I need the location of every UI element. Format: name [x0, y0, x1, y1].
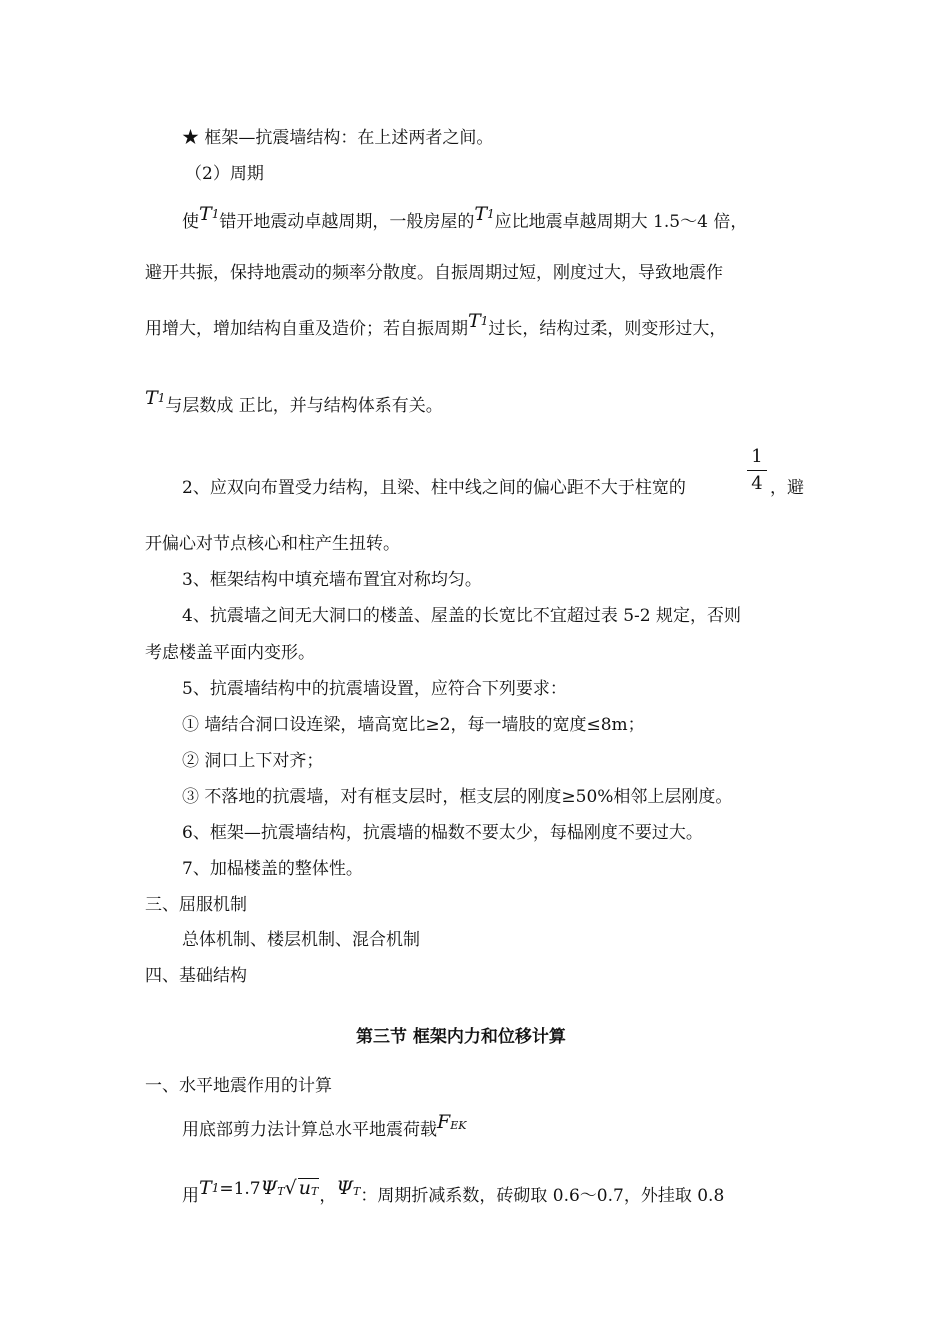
symbol-t1: T1 [199, 203, 220, 225]
line-item-5-2: ② 洞口上下对齐； [182, 751, 324, 771]
line-item-4-cont: 考虑楼盖平面内变形。 [145, 643, 315, 663]
symbol-psi-t: ΨT [260, 1177, 285, 1199]
line-period-formula: 用T1=1.7ΨT√ uT，ΨT：周期折减系数，砖砌取 0.6～0.7，外挂取 0.8 [182, 1177, 725, 1206]
section-heading: 第三节 框架内力和位移计算 [356, 1027, 566, 1047]
line-item-6: 6、框架—抗震墙结构，抗震墙的榀数不要太少，每榀刚度不要过大。 [182, 823, 703, 843]
symbol-t1: T1 [474, 203, 495, 225]
symbol-t1: T1 [199, 1177, 220, 1199]
line-item-5: 5、抗震墙结构中的抗震墙设置，应符合下列要求： [182, 679, 567, 699]
subsection-horizontal-seismic: 一、水平地震作用的计算 [145, 1076, 332, 1096]
line-item-2-tail: ，避 [770, 478, 804, 498]
section-yield-mechanism: 三、屈服机制 [145, 895, 247, 915]
line-item-2-cont: 开偏心对节点核心和柱产生扭转。 [145, 534, 400, 554]
line-item-4: 4、抗震墙之间无大洞口的楼盖、屋盖的长宽比不宜超过表 5-2 规定，否则 [182, 606, 741, 626]
line-mechanisms: 总体机制、楼层机制、混合机制 [182, 930, 420, 950]
section-foundation: 四、基础结构 [145, 966, 247, 986]
symbol-t1: T1 [468, 310, 489, 332]
symbol-sqrt-ut: √ uT [284, 1177, 319, 1199]
line-item-2: 2、应双向布置受力结构，且梁、柱中线之间的偏心距不大于柱宽的 [182, 478, 686, 498]
fraction-one-quarter: 1 4 [747, 447, 767, 494]
line-item-5-1: ① 墙结合洞口设连梁，墙高宽比≥2，每一墙肢的宽度≤8m； [182, 715, 645, 735]
line-frame-shear-wall: ★ 框架—抗震墙结构：在上述两者之间。 [182, 128, 494, 148]
symbol-psi-t: ΨT [336, 1177, 361, 1199]
line-period-1: 使T1错开地震动卓越周期，一般房屋的T1应比地震卓越周期大 1.5～4 倍， [182, 203, 748, 232]
line-period-3: 用增大，增加结构自重及造价；若自振周期T1过长，结构过柔，则变形过大， [145, 310, 727, 339]
symbol-t1: T1 [145, 387, 166, 409]
line-period-2: 避开共振，保持地震动的频率分散度。自振周期过短，刚度过大，导致地震作 [145, 263, 723, 283]
line-base-shear: 用底部剪力法计算总水平地震荷载FEK [182, 1111, 467, 1140]
line-period-heading: （2）周期 [185, 164, 264, 184]
line-item-3: 3、框架结构中填充墙布置宜对称均匀。 [182, 570, 482, 590]
line-period-4: T1与层数成 正比，并与结构体系有关。 [145, 387, 443, 416]
line-item-5-3: ③ 不落地的抗震墙，对有框支层时，框支层的刚度≥50%相邻上层刚度。 [182, 787, 733, 807]
symbol-fek: FEK [437, 1111, 467, 1133]
line-item-7: 7、加榀楼盖的整体性。 [182, 859, 363, 879]
